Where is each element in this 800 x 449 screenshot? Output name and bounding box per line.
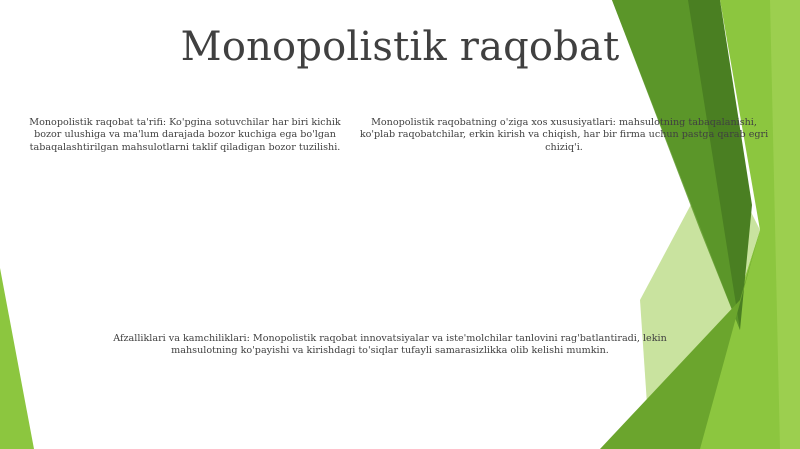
left-green-sliver [0, 268, 34, 449]
slide-title: Monopolistik raqobat [180, 24, 620, 70]
definition-text: Monopolistik raqobat ta'rifi: Ko'pgina sotuvchilar har biri kichik bozor ulushiga va ma'lum darajada bozor kuchiga ega bo'lgan tabaqalashtirilgan mahsulotlarni taklif qiladigan bozor tuzilishi. [29, 117, 341, 153]
pros-cons-text: Afzalliklari va kamchiliklari: Monopolistik raqobat innovatsiyalar va iste'molchilar tanlovini rag'batlantiradi, lekin mahsulotning ko'payishi va kirishdagi to'siqlar tufayli samarasizlikka olib kelishi mumkin. [113, 333, 667, 357]
features-text: Monopolistik raqobatning o'ziga xos xususiyatlari: mahsulotning tabaqalanishi, ko'plab raqobatchilar, erkin kirish va chiqish, har bir firma uchun pastga qarab egri chiziq'i. [359, 117, 769, 153]
